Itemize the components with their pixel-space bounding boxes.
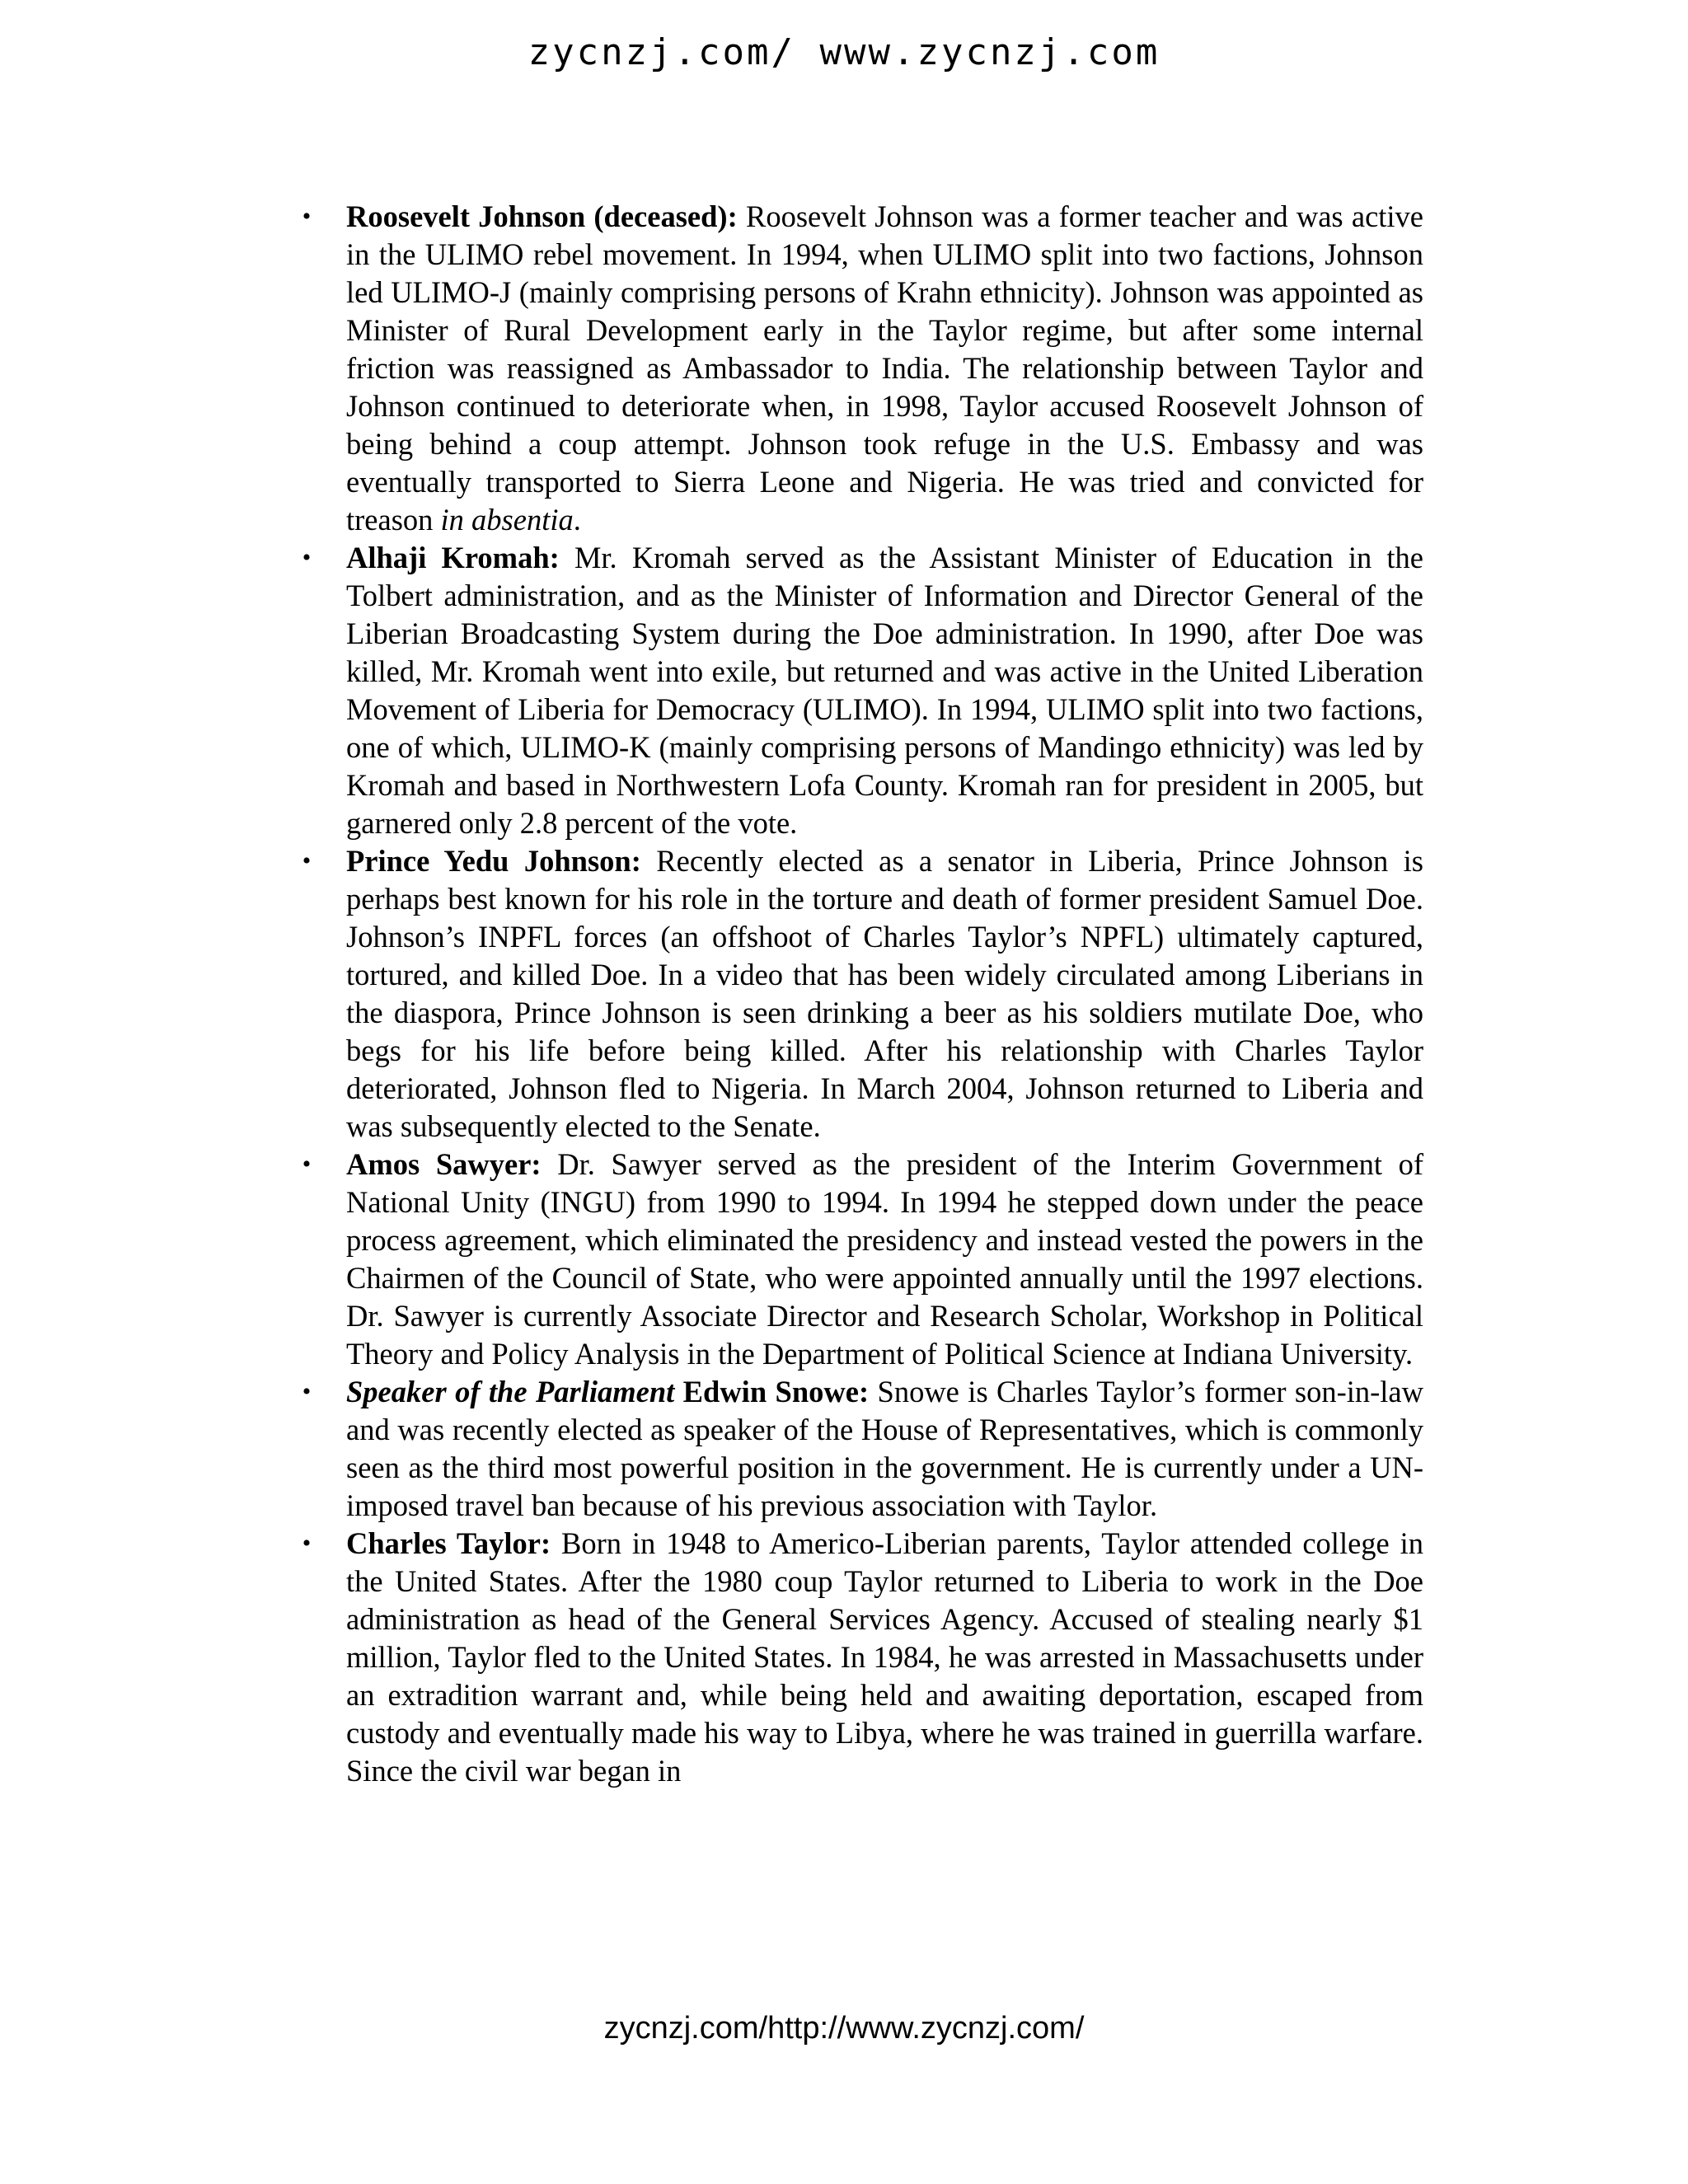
bullet-icon: • (302, 1378, 312, 1405)
bullet-icon: • (302, 1530, 312, 1557)
entry-text: Roosevelt Johnson was a former teacher and was active in the ULIMO rebel movement. In 1994, when ULIMO split into two factions, Johnson led ULIMO-J (mainly comprising persons of Krahn ethnicity). Johnson was appointed as Minister of Rural Development early in the Taylor regime, but after some internal friction was reassigned as Ambassador to India. The relationship between Taylor and Johnson continued to deteriorate when, in 1998, Taylor accused Roosevelt Johnson of being behind a coup attempt. Johnson took refuge in the U.S. Embassy and was eventually transported to Sierra Leone and Nigeria. He was tried and convicted for treason (346, 199, 1424, 537)
entry-text: Dr. Sawyer served as the president of the Interim Government of National Unity (INGU) from 1990 to 1994. In 1994 he stepped down under the peace process agreement, which eliminated the presidency and instead vested the powers in the Chairmen of the Council of State, who were appointed annually until the 1997 elections. Dr. Sawyer is currently Associate Director and Research Scholar, Workshop in Political Theory and Policy Analysis in the Department of Political Science at Indiana University. (346, 1147, 1423, 1371)
biography-list (294, 198, 1423, 1790)
list-item (294, 1373, 1423, 1525)
entry-name: Charles Taylor: (346, 1526, 551, 1560)
bullet-icon: • (302, 544, 312, 571)
entry-text: Born in 1948 to Americo-Liberian parents, Taylor attended college in the United States. After the 1980 coup Taylor returned to Liberia to work in the Doe administration as head of the General Services Agency. Accused of stealing nearly $1 million, Taylor fled to the United States. In 1984, he was arrested in Massachusetts under an extradition warrant and, while being held and awaiting deportation, escaped from custody and eventually made his way to Libya, where he was trained in guerrilla warfare. Since the civil war began in (346, 1526, 1423, 1788)
entry-title: Speaker of the Parliament (346, 1375, 675, 1408)
bullet-icon: • (302, 847, 312, 874)
footer-watermark: zycnzj.com/http://www.zycnzj.com/ (603, 2011, 1085, 2046)
entry-name: Roosevelt Johnson (deceased): (346, 199, 738, 233)
entry-name: Alhaji Kromah: (346, 541, 560, 574)
entry-text: Recently elected as a senator in Liberia, Prince Johnson is perhaps best known for his role in the torture and death of former president Samuel Doe. Johnson’s INPFL forces (an offshoot of Charles Taylor’s NPFL) ultimately captured, tortured, and killed Doe. In a video that has been widely circulated among Liberians in the diaspora, Prince Johnson is seen drinking a beer as his soldiers mutilate Doe, who begs for his life before being killed. After his relationship with Charles Taylor deteriorated, Johnson fled to Nigeria. In March 2004, Johnson returned to Liberia and was subsequently elected to the Senate. (346, 844, 1424, 1143)
entry-name: Prince Yedu Johnson: (346, 844, 641, 878)
header-watermark: zycnzj.com/ www.zycnzj.com (528, 31, 1160, 73)
list-item (294, 1146, 1423, 1373)
entry-text: Mr. Kromah served as the Assistant Minister of Education in the Tolbert administration, and as the Minister of Information and Director General of the Liberian Broadcasting System during the Doe administration. In 1990, after Doe was killed, Mr. Kromah went into exile, but returned and was active in the United Liberation Movement of Liberia for Democracy (ULIMO). In 1994, ULIMO split into two factions, one of which, ULIMO-K (mainly comprising persons of Mandingo ethnicity) was led by Kromah and based in Northwestern Lofa County. Kromah ran for president in 2005, but garnered only 2.8 percent of the vote. (346, 541, 1423, 840)
list-item (294, 1525, 1423, 1790)
bullet-icon: • (302, 203, 312, 230)
list-item (294, 539, 1423, 842)
entry-name: Edwin Snowe: (674, 1375, 870, 1408)
bullet-icon: • (302, 1151, 312, 1178)
entry-end: . (573, 503, 581, 537)
entry-italic-text: in absentia (440, 503, 574, 537)
entry-text: Snowe is Charles Taylor’s former son-in-law and was recently elected as speaker of the House of Representatives, which is commonly seen as the third most powerful position in the government. He is currently under a UN-imposed travel ban because of his previous association with Taylor. (346, 1375, 1423, 1522)
entry-name: Amos Sawyer: (346, 1147, 542, 1181)
list-item (294, 198, 1423, 539)
list-item (294, 842, 1423, 1146)
